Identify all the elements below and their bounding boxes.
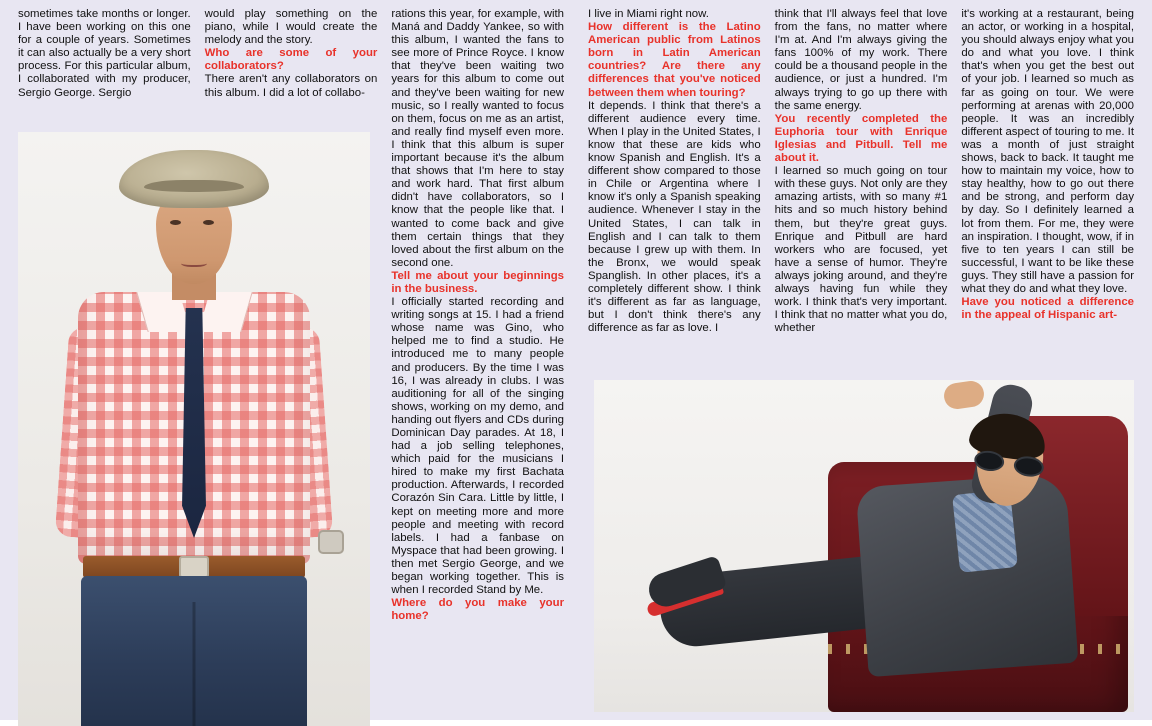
interview-question: Who are some of your collaborators? <box>204 47 378 73</box>
interview-question: Tell me about your beginnings in the business. <box>391 269 565 295</box>
portrait-photo-right <box>594 380 1134 712</box>
sunglasses-lens-right <box>1013 455 1045 479</box>
interview-question: How different is the Latino American public from Latinos born in Latin American countries? Are there any differences that you've noticed between them when touring? <box>588 21 761 99</box>
right-page <box>576 0 1152 720</box>
figure2-hand <box>942 380 985 411</box>
figure-jeans-seam <box>193 602 196 726</box>
portrait-figure-two <box>594 380 1134 712</box>
left-page <box>0 0 576 720</box>
body-paragraph: would play something on the piano, while I would create the melody and the story. <box>204 8 378 47</box>
interview-question: You recently completed the Euphoria tour with Enrique Iglesias and Pitbull. Tell me about it. <box>774 112 948 165</box>
left-column-2 <box>205 8 378 712</box>
left-column-1 <box>18 8 191 712</box>
figure-mouth <box>181 258 207 267</box>
left-page-columns <box>18 8 564 712</box>
left-column-3 <box>391 8 564 712</box>
body-paragraph: I learned so much going on tour with these guys. Not only are they amazing artists, with so many #1 hits and so much history behind them, but they're great guys. Enrique and Pitbull are hard workers who are focused, yet have a sense of humor. They're always joking around, and they're always having fun while they work. I think that's very important. I think that no matter what you do, whether <box>774 165 948 335</box>
body-paragraph: I live in Miami right now. <box>588 8 709 20</box>
body-paragraph: There aren't any collaborators on this album. I did a lot of collabo- <box>204 73 378 99</box>
interview-question: Have you noticed a difference in the appeal of Hispanic art- <box>961 296 1135 322</box>
body-paragraph: I officially started recording and writing songs at 15. I had a friend whose name was Gino, who helped me to find a studio. He introduced me to many people and producers. By the time I was 16, I was already in clubs. I was auditioning for all of the singing shows, working on my demo, and handing out flyers and CDs during Dominican Day parades. At 18, I had a job selling telephones, which paid for the musicians I hired to make my first Bachata production. Afterwards, I recorded Corazón Sin Cara. Little by little, I kept on meeting more and more people and meeting with record labels. I had a fanbase on Myspace that had been growing. I then met Sergio George, and we began working together. This is when I recorded Stand by Me. <box>391 296 565 597</box>
interview-question: Where do you make your home? <box>391 597 565 623</box>
body-paragraph: it's working at a restaurant, being an actor, or working in a hospital, you should always enjoy what you do and what you love. I think that's when you get the best out of your job. I learned so much as far as going on tour. We were performing at arenas with 20,000 people. It was an incredibly different aspect of touring to me. It was a month of just straight shows, back to back. It taught me how to maintain my voice, how to stay healthy, how to go out there and be strong, and perform day by day. So I definitely learned a lot from them. For me, they were an inspiration. I thought, wow, if in five to ten years I can still be successful, I want to be like these guys. They still have a passion for what they do and what they love. <box>961 8 1135 295</box>
body-paragraph: sometimes take months or longer. I have been working on this one for a couple of years. Sometimes it can also actually be a very short process. For this particular album, I collaborated with my producer, Sergio George. Sergio <box>18 8 191 99</box>
figure-eye-left <box>170 220 181 225</box>
body-paragraph: rations this year, for example, with Maná and Daddy Yankee, so with this album, I wanted the fans to see more of Prince Royce. I know that they've been waiting two years for this album to come out and they've been waiting for new music, so I really wanted to focus on them, focus on me as an artist, and really find myself even more. I think that this album is super important because it's the album that shows that I'm here to stay and work hard. That first album didn't have collaborators, so I know that the people like that. I wanted to come back and give them certain things that they loved about the first album on the second one. <box>391 8 565 269</box>
body-paragraph: It depends. I think that there's a different audience every time. When I play in the United States, I know that these are kids who know Spanish and English. It's a different show compared to those in Chile or Argentina where I know it's only a Spanish speaking audience. Whenever I stay in the United States, I can talk in English and I can talk to them because I grew up with them. In the Bronx, we would speak Spanglish. In other places, it's a completely different show. I think it's different as far as language, but I don't think there's any difference as far as love. I <box>588 99 761 335</box>
sunglasses-lens-left <box>973 449 1005 473</box>
body-paragraph: think that I'll always feel that love from the fans, no matter where I'm at. And I'm always giving the fans 100% of my work. There could be a thousand people in the audience, or just a hundred. I'm always trying to go up there with the same energy. <box>774 8 948 112</box>
